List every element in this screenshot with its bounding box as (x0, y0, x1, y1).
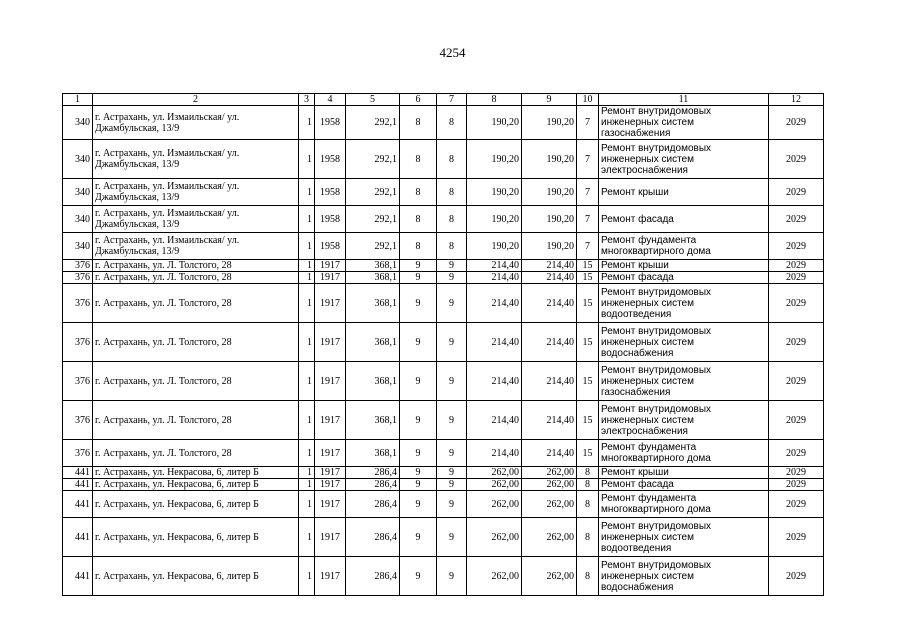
cell-apartments-a: 9 (400, 491, 437, 518)
cell-planned-year: 2029 (769, 179, 824, 206)
cell-area: 368,1 (346, 323, 400, 362)
cell-residents: 7 (577, 206, 599, 233)
cell-living-area-b: 214,40 (522, 401, 577, 440)
cell-area: 286,4 (346, 479, 400, 491)
cell-planned-year: 2029 (769, 233, 824, 260)
cell-address: г. Астрахань, ул. Л. Толстого, 28 (93, 260, 299, 272)
cell-year: 1917 (315, 323, 346, 362)
cell-area: 292,1 (346, 106, 400, 140)
cell-work-type: Ремонт фасада (599, 272, 769, 284)
cell-apartments-b: 8 (437, 140, 467, 179)
cell-address: г. Астрахань, ул. Л. Толстого, 28 (93, 272, 299, 284)
cell-work-type: Ремонт крыши (599, 467, 769, 479)
cell-living-area-a: 214,40 (467, 362, 522, 401)
table-row (63, 260, 824, 272)
cell-year: 1958 (315, 106, 346, 140)
cell-house-number: 441 (63, 467, 93, 479)
cell-house-number: 376 (63, 260, 93, 272)
table-row (63, 140, 824, 179)
cell-living-area-b: 214,40 (522, 260, 577, 272)
cell-apartments-a: 8 (400, 140, 437, 179)
column-header: 5 (346, 94, 400, 106)
cell-work-type: Ремонт внутридомовых инженерных систем водоснабжения (599, 557, 769, 596)
cell-apartments-a: 8 (400, 106, 437, 140)
cell-living-area-a: 214,40 (467, 323, 522, 362)
cell-house-number: 376 (63, 362, 93, 401)
cell-address: г. Астрахань, ул. Л. Толстого, 28 (93, 284, 299, 323)
cell-work-type: Ремонт внутридомовых инженерных систем водоотведения (599, 284, 769, 323)
cell-house-number: 376 (63, 401, 93, 440)
cell-count: 1 (299, 401, 315, 440)
cell-living-area-b: 190,20 (522, 106, 577, 140)
cell-apartments-a: 9 (400, 284, 437, 323)
cell-apartments-b: 9 (437, 440, 467, 467)
cell-address: г. Астрахань, ул. Некрасова, 6, литер Б (93, 518, 299, 557)
cell-count: 1 (299, 362, 315, 401)
cell-living-area-b: 214,40 (522, 440, 577, 467)
column-header: 6 (400, 94, 437, 106)
cell-address: г. Астрахань, ул. Измаильская/ ул. Джамбульская, 13/9 (93, 140, 299, 179)
cell-apartments-a: 9 (400, 260, 437, 272)
cell-apartments-a: 9 (400, 479, 437, 491)
table-row (63, 557, 824, 596)
cell-planned-year: 2029 (769, 467, 824, 479)
cell-area: 286,4 (346, 557, 400, 596)
cell-area: 368,1 (346, 440, 400, 467)
cell-planned-year: 2029 (769, 272, 824, 284)
cell-year: 1958 (315, 206, 346, 233)
cell-house-number: 340 (63, 206, 93, 233)
cell-planned-year: 2029 (769, 362, 824, 401)
cell-apartments-b: 8 (437, 233, 467, 260)
cell-residents: 8 (577, 479, 599, 491)
cell-living-area-b: 262,00 (522, 557, 577, 596)
cell-living-area-b: 262,00 (522, 518, 577, 557)
cell-count: 1 (299, 557, 315, 596)
cell-count: 1 (299, 233, 315, 260)
cell-living-area-a: 214,40 (467, 401, 522, 440)
cell-apartments-b: 9 (437, 272, 467, 284)
cell-living-area-b: 214,40 (522, 362, 577, 401)
cell-living-area-a: 214,40 (467, 260, 522, 272)
cell-house-number: 441 (63, 557, 93, 596)
cell-area: 286,4 (346, 518, 400, 557)
cell-year: 1917 (315, 557, 346, 596)
cell-year: 1958 (315, 140, 346, 179)
cell-living-area-b: 214,40 (522, 284, 577, 323)
cell-work-type: Ремонт фундамента многоквартирного дома (599, 440, 769, 467)
page-number: 4254 (439, 45, 466, 60)
table-row (63, 206, 824, 233)
cell-house-number: 441 (63, 491, 93, 518)
cell-living-area-a: 214,40 (467, 284, 522, 323)
cell-year: 1917 (315, 362, 346, 401)
cell-apartments-a: 9 (400, 323, 437, 362)
table-row (63, 323, 824, 362)
cell-living-area-b: 214,40 (522, 272, 577, 284)
column-header: 8 (467, 94, 522, 106)
cell-year: 1917 (315, 479, 346, 491)
cell-living-area-b: 262,00 (522, 491, 577, 518)
cell-work-type: Ремонт крыши (599, 179, 769, 206)
cell-area: 286,4 (346, 467, 400, 479)
cell-apartments-b: 9 (437, 467, 467, 479)
cell-living-area-a: 262,00 (467, 491, 522, 518)
cell-address: г. Астрахань, ул. Измаильская/ ул. Джамбульская, 13/9 (93, 179, 299, 206)
cell-area: 286,4 (346, 491, 400, 518)
cell-work-type: Ремонт внутридомовых инженерных систем электроснабжения (599, 401, 769, 440)
cell-address: г. Астрахань, ул. Измаильская/ ул. Джамбульская, 13/9 (93, 206, 299, 233)
cell-apartments-b: 9 (437, 401, 467, 440)
cell-living-area-b: 190,20 (522, 233, 577, 260)
cell-apartments-b: 9 (437, 362, 467, 401)
cell-address: г. Астрахань, ул. Измаильская/ ул. Джамбульская, 13/9 (93, 233, 299, 260)
cell-residents: 7 (577, 106, 599, 140)
cell-living-area-a: 190,20 (467, 206, 522, 233)
cell-living-area-a: 190,20 (467, 233, 522, 260)
cell-living-area-b: 190,20 (522, 179, 577, 206)
table-row (63, 518, 824, 557)
cell-residents: 15 (577, 362, 599, 401)
cell-work-type: Ремонт внутридомовых инженерных систем водоотведения (599, 518, 769, 557)
cell-count: 1 (299, 518, 315, 557)
cell-year: 1917 (315, 272, 346, 284)
table-row (63, 272, 824, 284)
cell-living-area-b: 262,00 (522, 467, 577, 479)
column-header: 1 (63, 94, 93, 106)
column-header: 3 (299, 94, 315, 106)
cell-apartments-a: 9 (400, 401, 437, 440)
cell-year: 1917 (315, 467, 346, 479)
cell-year: 1917 (315, 260, 346, 272)
cell-planned-year: 2029 (769, 440, 824, 467)
cell-area: 292,1 (346, 140, 400, 179)
cell-count: 1 (299, 206, 315, 233)
table-row (63, 106, 824, 140)
cell-residents: 8 (577, 557, 599, 596)
column-header: 4 (315, 94, 346, 106)
cell-apartments-b: 8 (437, 206, 467, 233)
cell-address: г. Астрахань, ул. Некрасова, 6, литер Б (93, 557, 299, 596)
cell-work-type: Ремонт фасада (599, 206, 769, 233)
cell-living-area-a: 214,40 (467, 440, 522, 467)
cell-residents: 15 (577, 272, 599, 284)
cell-area: 292,1 (346, 179, 400, 206)
table-row (63, 401, 824, 440)
cell-apartments-b: 9 (437, 518, 467, 557)
cell-count: 1 (299, 260, 315, 272)
cell-apartments-a: 8 (400, 206, 437, 233)
cell-apartments-b: 9 (437, 491, 467, 518)
cell-residents: 8 (577, 518, 599, 557)
cell-count: 1 (299, 272, 315, 284)
cell-year: 1958 (315, 179, 346, 206)
cell-count: 1 (299, 284, 315, 323)
cell-work-type: Ремонт фундамента многоквартирного дома (599, 491, 769, 518)
cell-living-area-a: 262,00 (467, 479, 522, 491)
cell-residents: 7 (577, 179, 599, 206)
cell-planned-year: 2029 (769, 401, 824, 440)
cell-count: 1 (299, 179, 315, 206)
cell-living-area-b: 214,40 (522, 323, 577, 362)
table-row (63, 233, 824, 260)
cell-living-area-a: 262,00 (467, 518, 522, 557)
cell-year: 1917 (315, 518, 346, 557)
cell-work-type: Ремонт фасада (599, 479, 769, 491)
cell-apartments-b: 8 (437, 106, 467, 140)
cell-residents: 8 (577, 467, 599, 479)
cell-count: 1 (299, 479, 315, 491)
cell-house-number: 441 (63, 518, 93, 557)
column-number-row (63, 94, 824, 106)
cell-work-type: Ремонт внутридомовых инженерных систем газоснабжения (599, 106, 769, 140)
cell-living-area-b: 262,00 (522, 479, 577, 491)
cell-apartments-b: 9 (437, 479, 467, 491)
cell-area: 368,1 (346, 260, 400, 272)
cell-area: 368,1 (346, 401, 400, 440)
cell-living-area-a: 214,40 (467, 272, 522, 284)
cell-residents: 7 (577, 140, 599, 179)
cell-count: 1 (299, 323, 315, 362)
cell-address: г. Астрахань, ул. Некрасова, 6, литер Б (93, 491, 299, 518)
cell-apartments-a: 9 (400, 362, 437, 401)
cell-planned-year: 2029 (769, 323, 824, 362)
cell-address: г. Астрахань, ул. Л. Толстого, 28 (93, 323, 299, 362)
cell-planned-year: 2029 (769, 206, 824, 233)
cell-residents: 8 (577, 491, 599, 518)
cell-living-area-a: 190,20 (467, 106, 522, 140)
cell-living-area-a: 262,00 (467, 467, 522, 479)
cell-house-number: 376 (63, 284, 93, 323)
cell-year: 1917 (315, 284, 346, 323)
cell-living-area-b: 190,20 (522, 206, 577, 233)
column-header: 12 (769, 94, 824, 106)
cell-apartments-b: 9 (437, 260, 467, 272)
cell-planned-year: 2029 (769, 491, 824, 518)
column-header: 2 (93, 94, 299, 106)
cell-planned-year: 2029 (769, 140, 824, 179)
cell-apartments-a: 9 (400, 467, 437, 479)
cell-year: 1917 (315, 401, 346, 440)
column-header: 9 (522, 94, 577, 106)
cell-residents: 15 (577, 260, 599, 272)
cell-count: 1 (299, 140, 315, 179)
cell-planned-year: 2029 (769, 479, 824, 491)
cell-living-area-a: 190,20 (467, 179, 522, 206)
cell-house-number: 340 (63, 233, 93, 260)
cell-apartments-a: 9 (400, 557, 437, 596)
cell-count: 1 (299, 491, 315, 518)
cell-residents: 7 (577, 233, 599, 260)
cell-count: 1 (299, 467, 315, 479)
table-row (63, 284, 824, 323)
cell-work-type: Ремонт крыши (599, 260, 769, 272)
cell-apartments-b: 8 (437, 179, 467, 206)
column-header: 11 (599, 94, 769, 106)
column-header: 10 (577, 94, 599, 106)
cell-apartments-a: 9 (400, 440, 437, 467)
cell-work-type: Ремонт внутридомовых инженерных систем электроснабжения (599, 140, 769, 179)
cell-apartments-a: 8 (400, 179, 437, 206)
table-row (63, 440, 824, 467)
cell-area: 368,1 (346, 272, 400, 284)
cell-year: 1917 (315, 491, 346, 518)
table-row (63, 491, 824, 518)
cell-year: 1958 (315, 233, 346, 260)
cell-house-number: 376 (63, 272, 93, 284)
repair-schedule-table (62, 93, 824, 596)
cell-house-number: 376 (63, 440, 93, 467)
cell-house-number: 340 (63, 140, 93, 179)
cell-address: г. Астрахань, ул. Некрасова, 6, литер Б (93, 479, 299, 491)
cell-work-type: Ремонт внутридомовых инженерных систем водоснабжения (599, 323, 769, 362)
cell-address: г. Астрахань, ул. Измаильская/ ул. Джамбульская, 13/9 (93, 106, 299, 140)
table-row (63, 362, 824, 401)
cell-planned-year: 2029 (769, 106, 824, 140)
cell-living-area-a: 190,20 (467, 140, 522, 179)
cell-work-type: Ремонт фундамента многоквартирного дома (599, 233, 769, 260)
cell-apartments-b: 9 (437, 284, 467, 323)
cell-address: г. Астрахань, ул. Л. Толстого, 28 (93, 440, 299, 467)
table-row (63, 467, 824, 479)
cell-count: 1 (299, 440, 315, 467)
cell-planned-year: 2029 (769, 260, 824, 272)
cell-house-number: 340 (63, 106, 93, 140)
cell-living-area-a: 262,00 (467, 557, 522, 596)
cell-planned-year: 2029 (769, 284, 824, 323)
cell-year: 1917 (315, 440, 346, 467)
cell-planned-year: 2029 (769, 518, 824, 557)
cell-address: г. Астрахань, ул. Некрасова, 6, литер Б (93, 467, 299, 479)
cell-residents: 15 (577, 440, 599, 467)
cell-apartments-a: 8 (400, 233, 437, 260)
cell-house-number: 376 (63, 323, 93, 362)
cell-count: 1 (299, 106, 315, 140)
cell-apartments-a: 9 (400, 272, 437, 284)
cell-apartments-b: 9 (437, 323, 467, 362)
cell-living-area-b: 190,20 (522, 140, 577, 179)
cell-residents: 15 (577, 284, 599, 323)
cell-area: 292,1 (346, 233, 400, 260)
cell-house-number: 441 (63, 479, 93, 491)
cell-apartments-a: 9 (400, 518, 437, 557)
cell-address: г. Астрахань, ул. Л. Толстого, 28 (93, 362, 299, 401)
cell-area: 368,1 (346, 362, 400, 401)
cell-area: 368,1 (346, 284, 400, 323)
cell-planned-year: 2029 (769, 557, 824, 596)
cell-area: 292,1 (346, 206, 400, 233)
table-row (63, 179, 824, 206)
cell-address: г. Астрахань, ул. Л. Толстого, 28 (93, 401, 299, 440)
cell-house-number: 340 (63, 179, 93, 206)
cell-residents: 15 (577, 323, 599, 362)
column-header: 7 (437, 94, 467, 106)
cell-apartments-b: 9 (437, 557, 467, 596)
cell-work-type: Ремонт внутридомовых инженерных систем газоснабжения (599, 362, 769, 401)
cell-residents: 15 (577, 401, 599, 440)
table-row (63, 479, 824, 491)
